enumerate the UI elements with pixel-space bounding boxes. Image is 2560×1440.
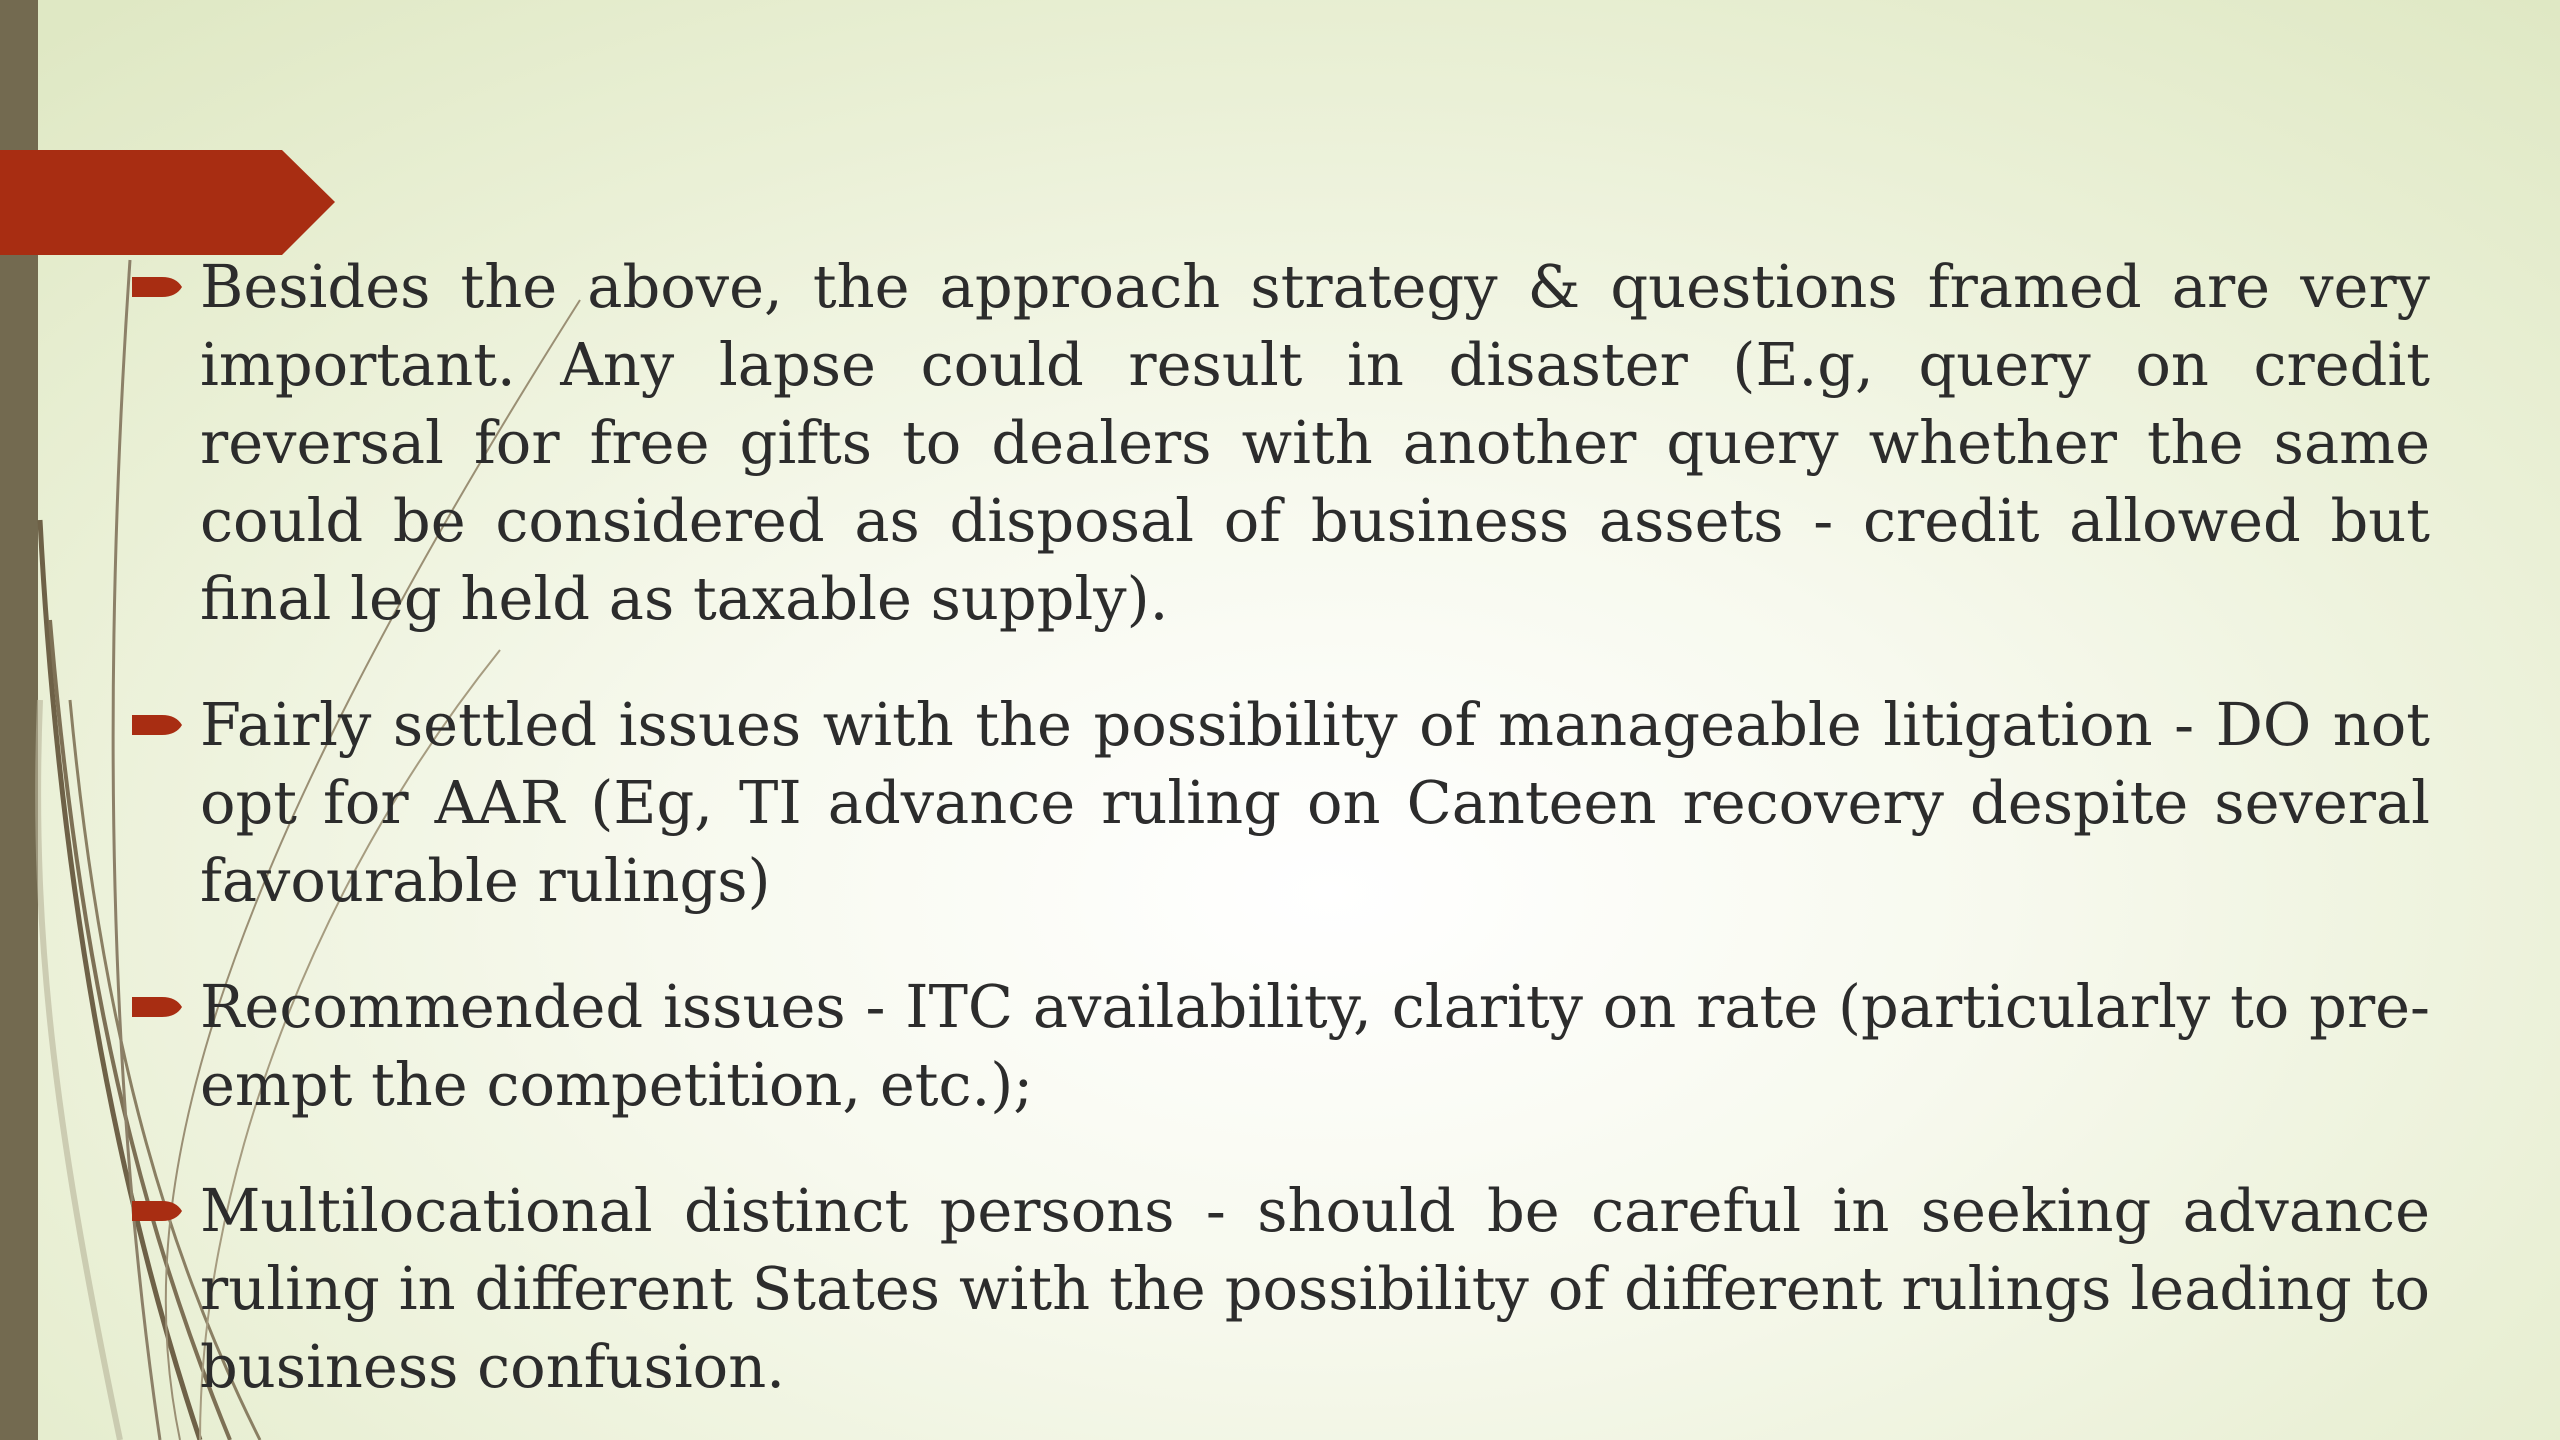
arrow-bullet-icon <box>132 1195 184 1227</box>
arrow-bullet-icon <box>132 709 184 741</box>
arrow-bullet-icon <box>132 991 184 1023</box>
arrow-bullet-icon <box>132 271 184 303</box>
bullet-text: Multilocational distinct persons - should be careful in seeking advance ruling in different States with the possibility of different rulings leading to business confusion. <box>200 1176 2430 1401</box>
bullet-item <box>130 1172 2430 1406</box>
bullet-text: Besides the above, the approach strategy & questions framed are very important. Any lapse could result in disaster (E.g, query on credit reversal for free gifts to dealers with another query whether the same could be considered as disposal of business assets - credit allowed but final leg held as taxable supply). <box>200 252 2430 633</box>
bullet-item <box>130 686 2430 920</box>
bullet-item <box>130 248 2430 638</box>
bullet-text: Recommended issues - ITC availability, clarity on rate (particularly to pre-empt the competition, etc.); <box>200 972 2430 1119</box>
bullet-text: Fairly settled issues with the possibility of manageable litigation - DO not opt for AAR (Eg, TI advance ruling on Canteen recovery despite several favourable rulings) <box>200 690 2430 915</box>
bullet-list <box>130 248 2430 1406</box>
bullet-item <box>130 968 2430 1124</box>
title-accent-tab <box>0 150 335 255</box>
